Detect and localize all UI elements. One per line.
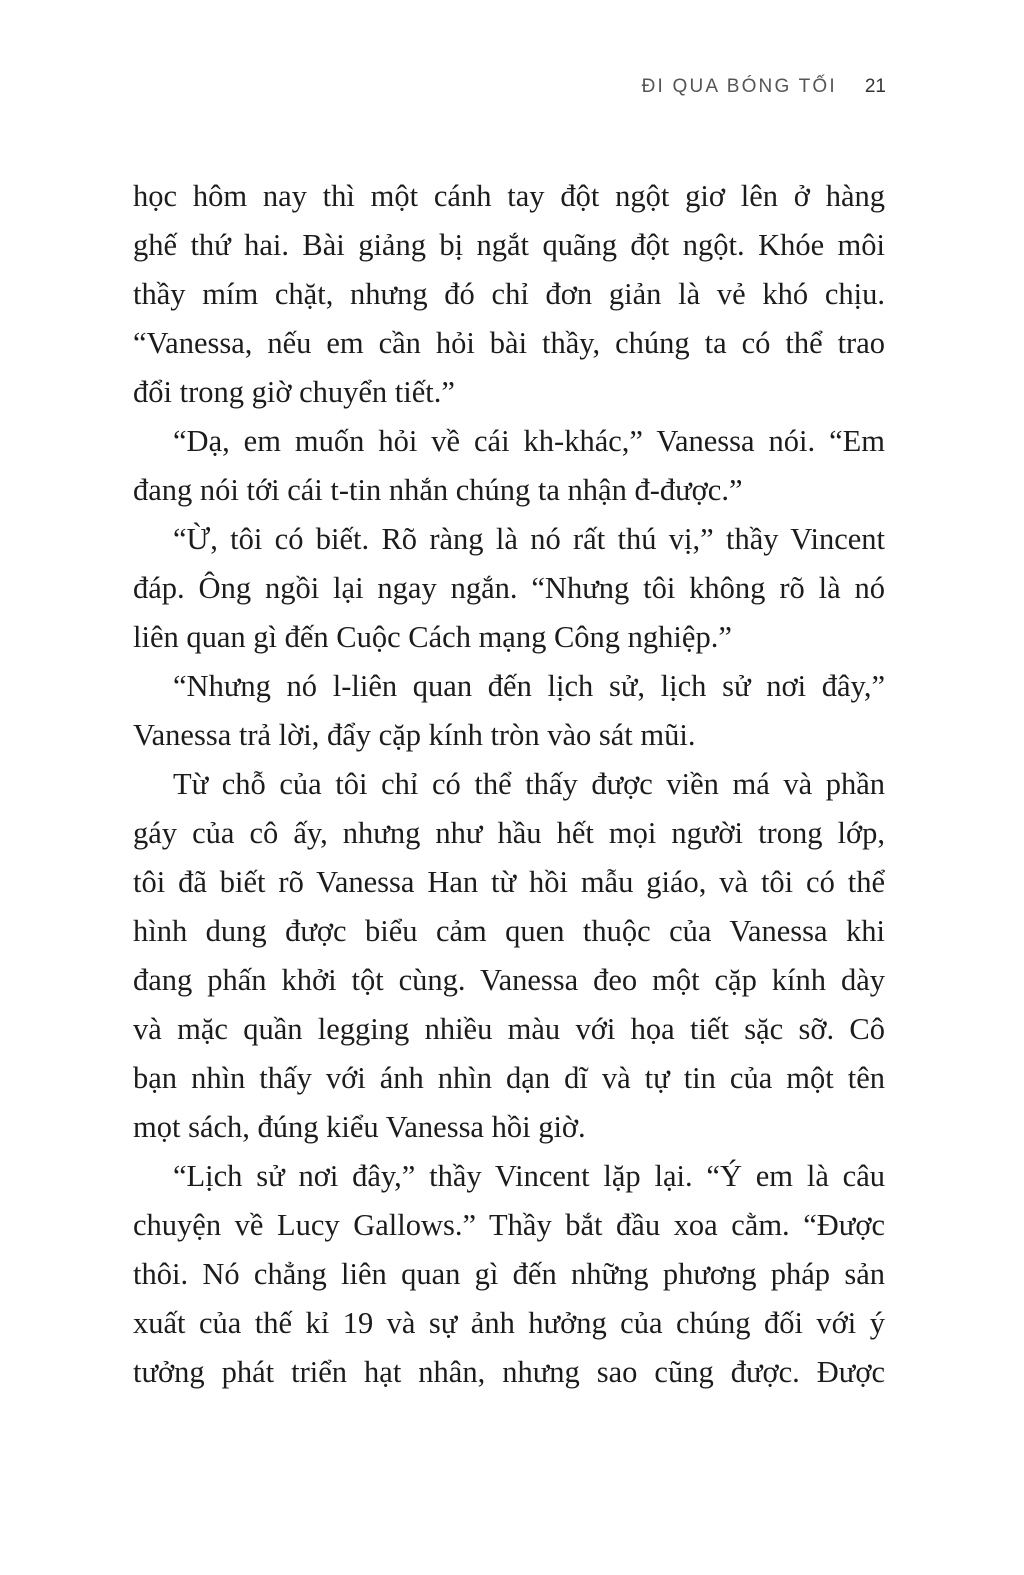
text-line: tôi đã biết rõ Vanessa Han từ hồi mẫu giáo, và tôi có thể [133,865,885,899]
text-line: mọt sách, đúng kiểu Vanessa hồi giờ. [133,1110,586,1144]
text-line: đổi trong giờ chuyển tiết.” [133,375,455,409]
text-line: “Lịch sử nơi đây,” thầy Vincent lặp lại. “Ý em là câu [173,1159,885,1193]
text-line: học hôm nay thì một cánh tay đột ngột giơ lên ở hàng [133,179,885,213]
text-line: thôi. Nó chẳng liên quan gì đến những phương pháp sản [133,1257,885,1291]
text-line: gáy của cô ấy, nhưng như hầu hết mọi người trong lớp, [133,816,885,850]
text-line: thầy mím chặt, nhưng đó chỉ đơn giản là vẻ khó chịu. [133,277,885,311]
text-line: “Nhưng nó l-liên quan đến lịch sử, lịch sử nơi đây,” [173,669,885,703]
text-line: “Vanessa, nếu em cần hỏi bài thầy, chúng ta có thể trao [133,326,885,360]
text-line: xuất của thế kỉ 19 và sự ảnh hưởng của chúng đối với ý [133,1306,885,1340]
text-line: đáp. Ông ngồi lại ngay ngắn. “Nhưng tôi không rõ là nó [133,571,885,605]
body-text [133,172,885,1397]
text-line: đang phấn khởi tột cùng. Vanessa đeo một cặp kính dày [133,963,885,997]
text-line: Từ chỗ của tôi chỉ có thể thấy được viền má và phần [173,767,885,801]
running-header [642,76,886,98]
text-line: “Dạ, em muốn hỏi về cái kh-khác,” Vanessa nói. “Em [173,424,885,458]
paragraph [133,662,885,760]
text-line: “Ừ, tôi có biết. Rõ ràng là nó rất thú vị,” thầy Vincent [173,522,885,556]
paragraph [133,172,885,417]
text-line: liên quan gì đến Cuộc Cách mạng Công nghiệp.” [133,620,732,654]
text-line: hình dung được biểu cảm quen thuộc của Vanessa khi [133,914,885,948]
page-number: 21 [864,76,886,97]
paragraph [133,1152,885,1397]
paragraph [133,760,885,1152]
paragraph [133,515,885,662]
text-line: đang nói tới cái t-tin nhắn chúng ta nhận đ-được.” [133,473,743,507]
paragraph [133,417,885,515]
text-line: ghế thứ hai. Bài giảng bị ngắt quãng đột ngột. Khóe môi [133,228,885,262]
text-line: tưởng phát triển hạt nhân, nhưng sao cũng được. Được [133,1355,885,1389]
text-line: Vanessa trả lời, đẩy cặp kính tròn vào sát mũi. [133,718,696,752]
text-line: chuyện về Lucy Gallows.” Thầy bắt đầu xoa cằm. “Được [133,1208,885,1242]
text-line: và mặc quần legging nhiều màu với họa tiết sặc sỡ. Cô [133,1012,885,1046]
text-line: bạn nhìn thấy với ánh nhìn dạn dĩ và tự tin của một tên [133,1061,885,1095]
running-title: ĐI QUA BÓNG TỐI [641,76,837,97]
